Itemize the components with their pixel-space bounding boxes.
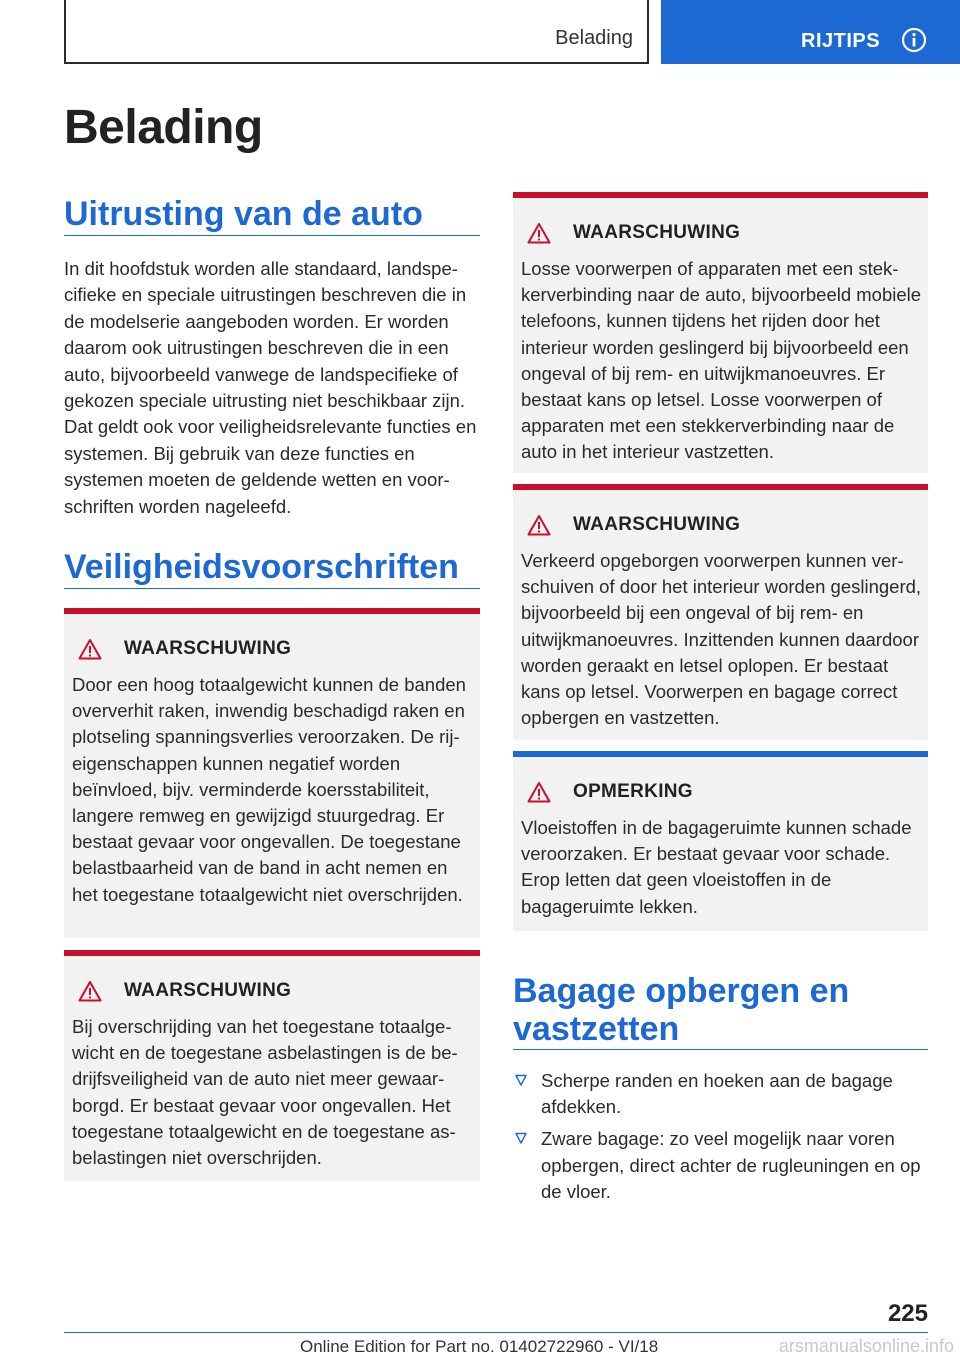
warning-text: Bij overschrijding van het toegestane totaalgewicht en de toegestane asbelastingen is de bedrijfsveiligheid van de auto niet meer gewaarborgd. Er bestaat gevaar voor ongevallen. Het toegestane totaalgewicht en de toegestane asbelastingen niet overschrijden.	[72, 1016, 458, 1169]
warning-title: WAARSCHUWING	[573, 514, 741, 535]
warning-text: Door een hoog totaalgewicht kunnen de banden oververhit raken, inwendig beschadigd raken en plotseling spanningsverlies veroorzaken. De rij-eigenschappen kunnen negatief worden beïnvloed, bijv. verminderde koersstabiliteit, langere remweg en gewijzigd stuurgedrag. Er bestaat gevaar voor ongevallen. De toegestane belastbaarheid van de band in acht nemen en het toegestane totaalgewicht niet overschrijden.	[72, 674, 466, 905]
header-section-label: Belading	[555, 27, 633, 49]
tips-tab-label: RIJTIPS	[801, 30, 881, 52]
warning-title: WAARSCHUWING	[124, 980, 292, 1001]
list-item	[513, 1126, 928, 1205]
note-box	[513, 751, 928, 931]
warning-triangle-icon	[527, 222, 551, 244]
footer-rule	[64, 1332, 928, 1333]
section-title-safety: Veiligheidsvoorschriften	[64, 548, 459, 586]
footer-edition: Online Edition for Part no. 01402722960 - VI/18	[300, 1337, 659, 1356]
note-text: Vloeistoffen in de bagageruimte kunnen schade veroorzaken. Er bestaat gevaar voor schade. Erop letten dat geen vloeistoffen in de bagageruimte lekken.	[521, 817, 912, 917]
warning-text: Losse voorwerpen of apparaten met een stekkerverbinding naar de auto, bijvoorbeeld mobiele telefoons, kunnen tijdens het rijden door het interieur worden geslingerd bij bijvoorbeeld een ongeval of bij rem- en uitwijkmanoeuvres. Er bestaat kans op letsel. Losse voorwerpen of apparaten met een stekkerverbinding naar de auto in het interieur vastzetten.	[521, 258, 922, 463]
warning-box-4	[513, 484, 928, 740]
note-title: OPMERKING	[573, 781, 693, 802]
warning-title: WAARSCHUWING	[124, 638, 292, 659]
triangle-bullet-icon	[515, 1132, 527, 1144]
warning-triangle-icon	[78, 980, 102, 1002]
warning-box-1	[64, 608, 480, 938]
warning-box-2	[64, 950, 480, 1181]
warning-box-3	[513, 192, 928, 473]
header-section-box	[64, 0, 649, 64]
storage-list	[513, 1068, 928, 1211]
tips-tab[interactable]	[661, 0, 960, 64]
page-title: Belading	[64, 101, 263, 154]
list-item	[513, 1068, 928, 1120]
section-title-storage: Bagage opbergen en vastzetten	[513, 972, 850, 1048]
section-rule-safety	[64, 588, 480, 589]
warning-triangle-icon	[527, 781, 551, 803]
page-number: 225	[887, 1300, 928, 1327]
section-rule-storage	[513, 1049, 928, 1050]
equipment-paragraph: In dit hoofdstuk worden alle standaard, landspecifieke en speciale uitrustingen beschreven die in de modelserie aangeboden worden. Er worden daarom ook uitrustingen beschreven die in een auto, bijvoorbeeld vanwege de landspecifieke of gekozen speciale uitrusting niet beschikbaar zijn. Dat geldt ook voor veiligheidsrelevante functies en systemen. Bij gebruik van deze functies en systemen moeten de geldende wetten en voorschriften worden nageleefd.	[64, 258, 477, 517]
section-rule-equipment	[64, 235, 480, 236]
footer-watermark: arsmanualsonline.info	[778, 1336, 954, 1356]
warning-text: Verkeerd opgeborgen voorwerpen kunnen verschuiven of door het interieur worden geslingerd, bijvoorbeeld bij een ongeval of bij rem- en uitwijkmanoeuvres. Inzittenden kunnen daardoor worden geraakt en letsel oplopen. Er bestaat kans op letsel. Voorwerpen en bagage correct opbergen en vastzetten.	[521, 550, 922, 729]
info-icon	[901, 27, 927, 53]
section-title-equipment: Uitrusting van de auto	[64, 195, 423, 233]
list-item-text: Zware bagage: zo veel mogelijk naar voren opbergen, direct achter de rugleuningen en op de vloer.	[541, 1128, 921, 1202]
list-item-text: Scherpe randen en hoeken aan de bagage afdekken.	[541, 1070, 893, 1118]
warning-title: WAARSCHUWING	[573, 222, 741, 243]
warning-triangle-icon	[78, 638, 102, 660]
triangle-bullet-icon	[515, 1074, 527, 1086]
warning-triangle-icon	[527, 514, 551, 536]
